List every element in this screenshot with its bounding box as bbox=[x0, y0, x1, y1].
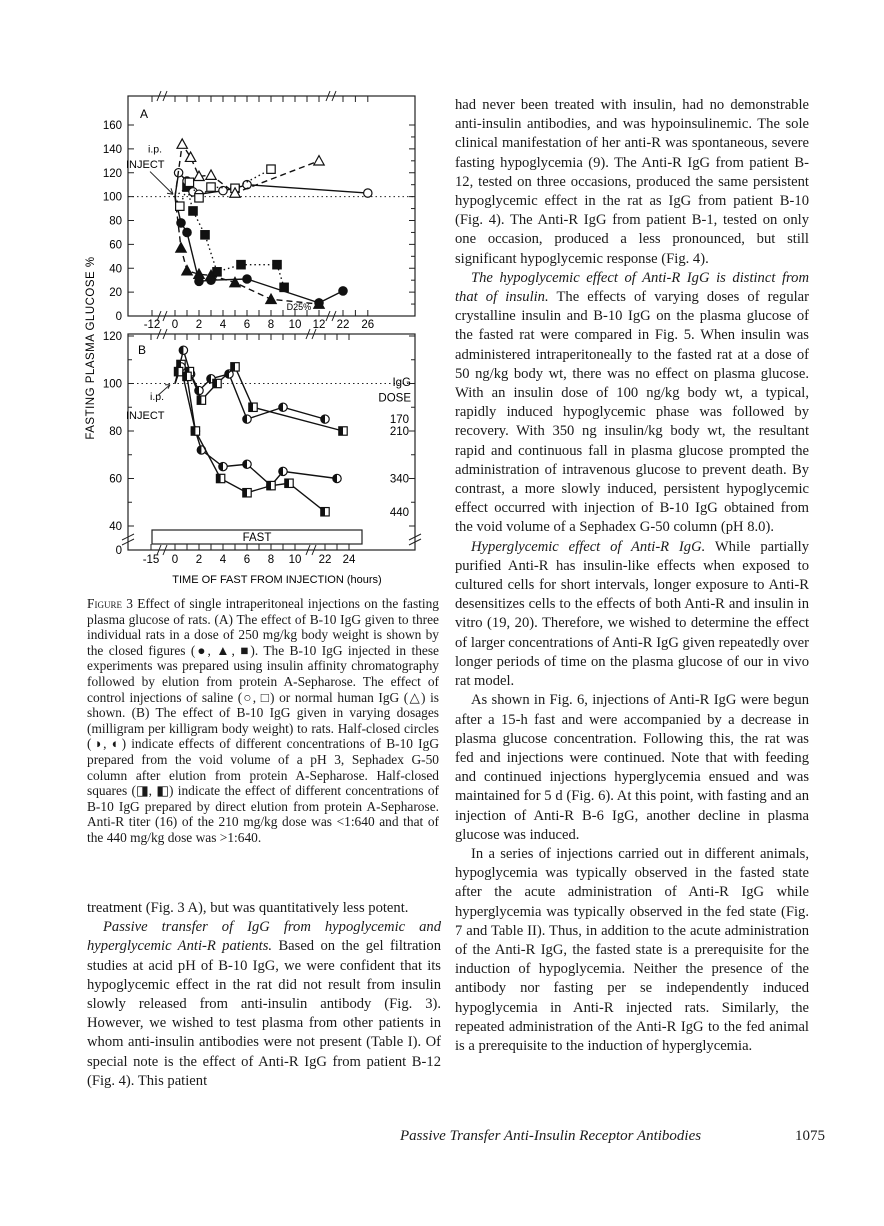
x-axis-label: TIME OF FAST FROM INJECTION (hours) bbox=[172, 574, 382, 586]
x-tick-label: -15 bbox=[142, 554, 160, 566]
y-tick-label: 80 bbox=[109, 426, 122, 438]
x-tick-label: -12 bbox=[143, 319, 161, 331]
x-tick-label: 10 bbox=[288, 554, 302, 566]
y-tick-label: 60 bbox=[109, 239, 122, 252]
x-tick-label: 0 bbox=[171, 554, 179, 566]
x-tick-label: 26 bbox=[361, 319, 375, 331]
dose-label: 340 bbox=[389, 473, 409, 486]
data-point-a-0 bbox=[183, 228, 191, 236]
x-tick-label: 10 bbox=[288, 319, 302, 331]
data-point-b-210-fill bbox=[231, 363, 235, 371]
data-point-a-5 bbox=[314, 156, 324, 165]
figure-caption bbox=[87, 596, 439, 846]
data-point-b-440-fill bbox=[243, 489, 247, 497]
left-column bbox=[87, 899, 441, 1091]
data-point-a-2 bbox=[280, 283, 288, 291]
inject-label: INJECT bbox=[126, 410, 165, 423]
paragraph-body: While partially purified Anti-R has insulin-like effects when exposed to cultured cells for short intervals, longer exposure to Anti-R desensitizes cells to the effects of both Anti-R and insulin in vitro (19, 20). Therefore, we wished to determine the effect of larger concentrations of Anti-R IgG given repeatedly over longer periods of time on the plasma glucose of our in vivo rat model. bbox=[455, 538, 810, 690]
panel-b-label: B bbox=[138, 343, 147, 357]
x-tick-label: 22 bbox=[318, 554, 332, 566]
y-tick-label: 40 bbox=[109, 263, 122, 276]
y-tick-label: 160 bbox=[102, 120, 122, 132]
data-point-a-2 bbox=[213, 268, 221, 276]
y-tick-label: 0 bbox=[115, 311, 122, 323]
data-point-b-210-fill bbox=[197, 396, 201, 404]
panel-a-frame bbox=[128, 96, 415, 316]
data-point-b-440-fill bbox=[285, 479, 289, 487]
x-tick-label: 4 bbox=[219, 554, 227, 566]
data-point-a-1 bbox=[266, 294, 276, 303]
x-tick-label: 8 bbox=[267, 554, 275, 566]
paragraph bbox=[87, 918, 441, 1091]
panel-b bbox=[103, 329, 421, 566]
data-point-a-0 bbox=[243, 275, 251, 283]
data-point-b-440-fill bbox=[191, 427, 195, 435]
data-point-a-1 bbox=[182, 265, 192, 274]
dose-label: 210 bbox=[389, 426, 409, 438]
data-point-a-4 bbox=[176, 202, 184, 210]
y-tick-label: 120 bbox=[102, 167, 122, 180]
paragraph bbox=[455, 538, 809, 692]
x-tick-label: 0 bbox=[171, 319, 179, 331]
data-point-a-5 bbox=[177, 139, 187, 148]
paragraph: treatment (Fig. 3 A), but was quantitatively less potent. bbox=[87, 900, 409, 916]
y-tick-label: 0 bbox=[115, 545, 122, 557]
y-tick-label: 120 bbox=[102, 331, 122, 343]
data-point-b-210-fill bbox=[339, 427, 343, 435]
caption-label: Figure 3 bbox=[87, 596, 133, 611]
dose-label: 440 bbox=[389, 506, 409, 519]
data-point-b-440-fill bbox=[267, 481, 271, 489]
figure-3-chart bbox=[70, 88, 450, 588]
data-point-b-440-fill bbox=[183, 372, 187, 380]
y-tick-label: 80 bbox=[109, 215, 122, 228]
data-point-a-5 bbox=[185, 152, 195, 161]
y-axis-label: FASTING PLASMA GLUCOSE % bbox=[85, 256, 97, 440]
fast-label: FAST bbox=[242, 532, 272, 544]
inject-label: i.p. bbox=[148, 143, 163, 156]
page-number: 1075 bbox=[795, 1128, 825, 1144]
dose-label: 170 bbox=[389, 414, 409, 427]
data-point-a-4 bbox=[267, 165, 275, 173]
panel-a-label: A bbox=[140, 107, 149, 121]
y-tick-label: 100 bbox=[102, 191, 122, 204]
data-point-a-4 bbox=[207, 183, 215, 191]
inject-label: i.p. bbox=[150, 391, 165, 404]
figure-3 bbox=[70, 88, 450, 588]
section-heading: Hyperglycemic effect of Anti-R IgG. bbox=[471, 538, 706, 555]
y-tick-label: 40 bbox=[109, 521, 122, 533]
data-point-a-0 bbox=[339, 287, 347, 295]
running-title: Passive Transfer Anti-Insulin Receptor Antibodies bbox=[400, 1128, 702, 1144]
caption-text: Effect of single intraperitoneal injections on the fasting plasma glucose of rats. (A) The effect of B-10 IgG given to three individual rats in a dose of 250 mg/kg body weight is shown by the closed figures (●, ▲, ■). The B-10 IgG injected in these experiments was prepared using insulin affinity chromatography followed by elution from protein A-Sepharose. The effect of control injections of saline (○, □) or normal human IgG (△) is shown. (B) The effect of B-10 IgG given in varying dosages (milligram per killigram body weight) to rats. Half-closed circles (◑, ◐) indicate effects of different concentrations of B-10 IgG prepared from the void volume of a pH 3, Sephadex G-50 column after elution from protein A-Sepharose. Half-closed squares (◨, ◧) indicate the effect of different concentrations of B-10 IgG prepared by direct elution from protein A-Sepharose. Anti-R titer (16) of the 210 mg/kg dose was <1:640 and that of the 440 mg/kg dose was >1:640. bbox=[87, 596, 439, 845]
dose-header: DOSE bbox=[378, 392, 411, 405]
data-point-b-210-fill bbox=[213, 379, 217, 387]
x-tick-label: 2 bbox=[195, 554, 203, 566]
data-point-a-2 bbox=[201, 231, 209, 239]
data-point-b-210-fill bbox=[249, 403, 253, 411]
right-column bbox=[455, 96, 809, 1056]
x-tick-label: 22 bbox=[336, 319, 350, 331]
x-tick-label: 6 bbox=[243, 554, 251, 566]
y-tick-label: 140 bbox=[102, 143, 122, 156]
panel-a bbox=[103, 91, 415, 331]
series-line-a-0 bbox=[175, 197, 343, 303]
dose-header: IgG bbox=[392, 376, 411, 389]
data-point-b-440-fill bbox=[321, 508, 325, 516]
panel-b-frame bbox=[128, 334, 415, 550]
section-heading: The hypoglycemic effect of Anti-R IgG is distinct from that of insulin. bbox=[455, 269, 809, 306]
section-heading: Passive transfer of IgG from hypoglycemic and hyperglycemic Anti-R patients. bbox=[87, 919, 441, 955]
paragraph: had never been treated with insulin, had no demonstrable anti-insulin antibodies, and was hypoinsulinemic. The sole clinical manifestation of her anti-R was spontaneous, severe fasting hypoglycemia (9). The Anti-R IgG from patient B-12, tested on three occasions, produced the same persistent hypoglycemic effect in the rat as IgG from patient B-10 (Fig. 4). The Anti-R IgG from patient B-1, tested on only one occasion, produced a less pronounced, but still significant hypoglycemic response (Fig. 4). bbox=[455, 97, 809, 267]
data-point-a-1 bbox=[176, 243, 186, 252]
data-point-b-440-fill bbox=[216, 474, 220, 482]
data-point-a-2 bbox=[189, 207, 197, 215]
paragraph bbox=[455, 269, 809, 538]
x-tick-label: 2 bbox=[195, 319, 203, 331]
x-tick-label: 8 bbox=[267, 319, 275, 331]
x-tick-label: 12 bbox=[312, 319, 326, 331]
paragraph: In a series of injections carried out in different animals, hypoglycemia was typically observed in the fasted state after the acute administration of Anti-R IgG while hyperglycemia was typically observed in the fed state (Fig. 7 and Table II). Thus, in addition to the acute administration of the Anti-R IgG, the fasted state is a prerequisite for the induction of hypoglycemia. Neither the presence of the antibody nor fasting per se independently induced hypoglycemia in Anti-R injected rats. Similarly, the repeated administration of the Anti-R IgG to the fed animal is a prerequisite to the induction of hyperglycemia. bbox=[455, 845, 809, 1054]
data-point-a-2 bbox=[237, 260, 245, 268]
data-point-a-2 bbox=[273, 260, 281, 268]
data-point-a-4 bbox=[195, 194, 203, 202]
data-point-b-440-fill bbox=[174, 367, 178, 375]
paragraph: As shown in Fig. 6, injections of Anti-R IgG were begun after a 15-h fast and were accompanied by a decrease in plasma glucose concentration. Following this, the rat was fed and injections were continued. Note that with feeding and continued injections hyperglycemia ensued and was maintained for 5 d (Fig. 6). At this point, with fasting and an injection of Anti-R B-6 IgG, another decline in plasma glucose was induced. bbox=[455, 692, 809, 843]
x-tick-label: 4 bbox=[219, 319, 227, 331]
inject-arrow bbox=[150, 172, 173, 195]
page-footer bbox=[400, 1128, 825, 1145]
data-point-a-5 bbox=[206, 170, 216, 179]
d25-annotation: D25% bbox=[286, 302, 312, 313]
data-point-a-3 bbox=[364, 189, 372, 197]
y-tick-label: 100 bbox=[102, 378, 122, 391]
inject-label: INJECT bbox=[126, 158, 165, 171]
paragraph-body: The effects of varying doses of regular crystalline insulin and B-10 IgG on the plasma glucose of the fasted rat were compared in Fig. 5. When insulin was administered intraperitoneally to the fasted rat at a dose of 50 ng/kg body wt, there was no effect on plasma glucose. With an insulin dose of 100 ng/kg body wt, a typical, rapidly induced hypoglycemic phase was followed by recovery. With 350 ng insulin/kg body wt, the resultant rapid and continuous fall in plasma glucose prompted the administration of intravenous glucose to prevent death. By contrast, a more slowly induced, persistent hypoglycemic effect occurred with injection of B-10 IgG obtained from the void volume of a Sephadex G-50 column (pH 8.0). bbox=[455, 289, 810, 536]
x-tick-label: 6 bbox=[243, 319, 251, 331]
y-tick-label: 20 bbox=[109, 287, 122, 300]
paragraph-body: Based on the gel filtration studies at acid pH of B-10 IgG, we were confident that its hypoglycemic effect in the rat did not result from insulin slowly released from anti-insulin antibody (Fig. 3). However, we wished to test plasma from other patients in whom anti-insulin antibodies were not present (Table I). Of special note is the effect of Anti-R IgG from patient B-12 (Fig. 4). This patient bbox=[87, 938, 442, 1089]
x-tick-label: 24 bbox=[342, 554, 356, 566]
y-tick-label: 60 bbox=[109, 473, 122, 486]
data-point-a-4 bbox=[185, 178, 193, 186]
